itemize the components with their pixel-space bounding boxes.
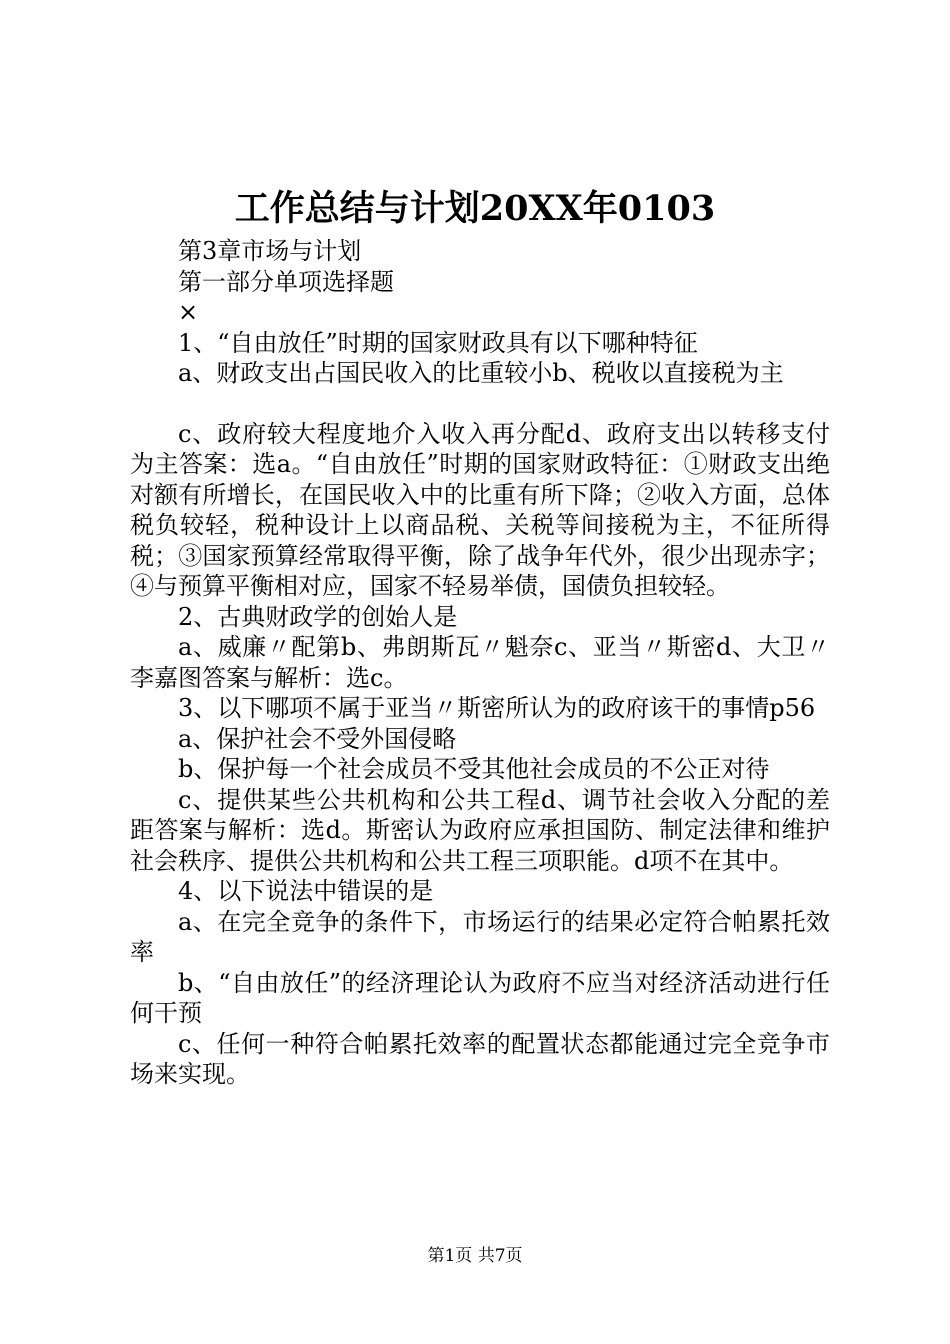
question-3-options-cd-answer: c、提供某些公共机构和公共工程d、调节社会收入分配的差距答案与解析：选d。斯密认为政府应承担国防、制定法律和维护社会秩序、提供公共机构和公共工程三项职能。d项不在其中。 <box>130 785 830 875</box>
section-heading: 第一部分单项选择题 <box>178 267 394 296</box>
page-footer: 第1页 共7页 <box>427 1246 523 1266</box>
question-1-options-ab: a、财政支出占国民收入的比重较小b、税收以直接税为主 <box>178 359 784 387</box>
question-3-option-b: b、保护每一个社会成员不受其他社会成员的不公正对待 <box>178 755 770 783</box>
chapter-heading: 第3章市场与计划 <box>178 237 362 265</box>
question-4-option-b: b、“自由放任”的经济理论认为政府不应当对经济活动进行任何干预 <box>130 968 830 1027</box>
question-4-option-c: c、任何一种符合帕累托效率的配置状态都能通过完全竞争市场来实现。 <box>130 1029 830 1088</box>
document-body <box>130 236 830 1090</box>
question-2: 2、古典财政学的创始人是 <box>178 602 458 631</box>
question-3: 3、以下哪项不属于亚当〃斯密所认为的政府该干的事情p56 <box>178 694 816 722</box>
question-1-options-cd-answer: c、政府较大程度地介入收入再分配d、政府支出以转移支付为主答案：选a。“自由放任”时期的国家财政特征：①财政支出绝对额有所增长，在国民收入中的比重有所下降；②收入方面，总体税负较轻，税种设计上以商品税、关税等间接税为主，不征所得税；③国家预算经常取得平衡，除了战争年代外，很少出现赤字；④与预算平衡相对应，国家不轻易举债，国债负担较轻。 <box>130 419 830 600</box>
question-3-option-a: a、保护社会不受外国侵略 <box>178 724 457 753</box>
cross-mark: × <box>178 298 199 326</box>
question-2-options-answer: a、威廉〃配第b、弗朗斯瓦〃魁奈c、亚当〃斯密d、大卫〃李嘉图答案与解析：选c。 <box>130 633 830 692</box>
question-1: 1、“自由放任”时期的国家财政具有以下哪种特征 <box>178 328 698 357</box>
document-title: 工作总结与计划20XX年0103 <box>234 188 716 229</box>
question-4: 4、以下说法中错误的是 <box>178 877 434 905</box>
question-4-option-a: a、在完全竞争的条件下，市场运行的结果必定符合帕累托效率 <box>130 907 830 966</box>
